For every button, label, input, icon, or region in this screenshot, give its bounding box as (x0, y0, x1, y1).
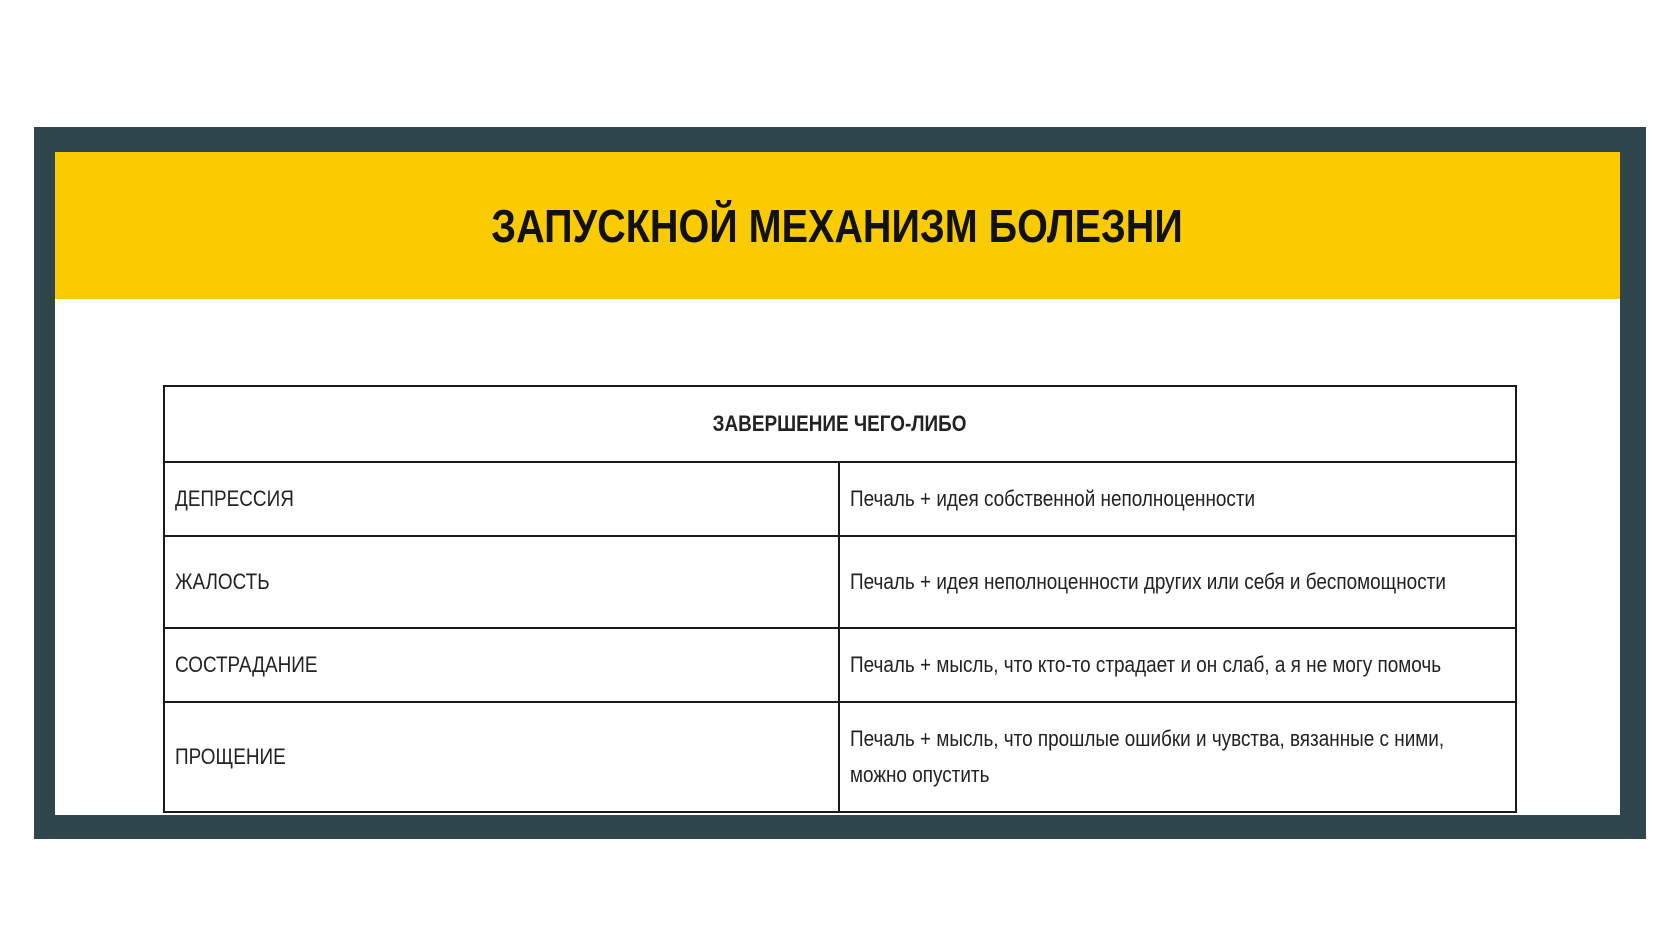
term-cell (164, 628, 839, 702)
description-text: Печаль + идея собственной неполноценности (850, 486, 1256, 511)
emotion-table (163, 385, 1517, 813)
term-text: ЖАЛОСТЬ (175, 569, 270, 594)
term-text: ПРОЩЕНИЕ (175, 744, 286, 769)
description-cell (839, 536, 1516, 628)
description-cell (839, 702, 1516, 812)
slide-title: ЗАПУСКНОЙ МЕХАНИЗМ БОЛЕЗНИ (491, 199, 1184, 252)
slide (55, 152, 1620, 815)
table-row (164, 536, 1516, 628)
title-banner (55, 152, 1620, 299)
table-header-row (164, 386, 1516, 462)
term-cell (164, 536, 839, 628)
term-text: ДЕПРЕССИЯ (175, 486, 294, 511)
term-cell (164, 462, 839, 536)
description-cell (839, 462, 1516, 536)
description-cell (839, 628, 1516, 702)
description-text: Печаль + мысль, что прошлые ошибки и чувства, вязанные с ними, можно опустить (850, 726, 1445, 787)
slide-frame (34, 127, 1646, 839)
table-row (164, 702, 1516, 812)
table-row (164, 462, 1516, 536)
table-header (164, 386, 1516, 462)
table-row (164, 628, 1516, 702)
term-cell (164, 702, 839, 812)
description-text: Печаль + мысль, что кто-то страдает и он слаб, а я не могу помочь (850, 652, 1442, 677)
description-text: Печаль + идея неполноценности других или себя и беспомощности (850, 569, 1446, 594)
term-text: СОСТРАДАНИЕ (175, 652, 318, 677)
table-header-text: ЗАВЕРШЕНИЕ ЧЕГО-ЛИБО (713, 411, 967, 436)
